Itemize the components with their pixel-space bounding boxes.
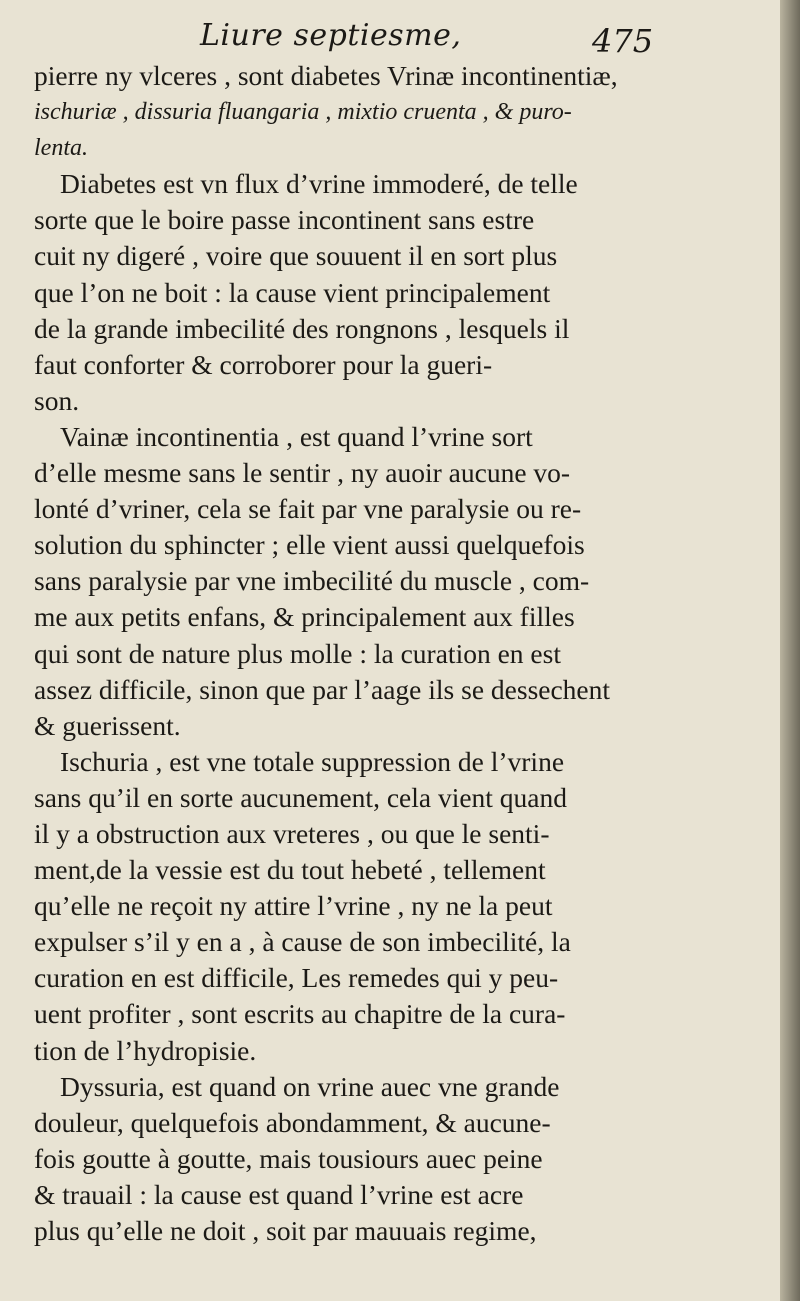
text-line: cuit ny digeré , voire que souuent il en sort plus: [34, 240, 558, 272]
text-line: curation en est difficile, Les remedes qui y peu-: [34, 962, 559, 994]
text-line: sorte que le boire passe incontinent sans estre: [34, 204, 535, 236]
text-line: Vainæ incontinentia , est quand l’vrine sort: [60, 420, 533, 452]
text-line: faut conforter & corroborer pour la gueri-: [34, 348, 493, 380]
text-line: fois goutte à goutte, mais tousiours auec peine: [34, 1142, 543, 1174]
text-line: qu’elle ne reçoit ny attire l’vrine , ny ne la peut: [34, 890, 553, 922]
text-line: Diabetes est vn flux d’vrine immoderé, de telle: [60, 168, 578, 200]
running-head: Liure septiesme,: [200, 18, 462, 53]
text-line: Dyssuria, est quand on vrine auec vne grande: [60, 1070, 560, 1102]
text-line: ischuriæ , dissuria fluangaria , mixtio cruenta , & puro-: [34, 99, 572, 126]
body-text: [34, 58, 740, 1249]
text-line: solution du sphincter ; elle vient aussi quelquefois: [34, 529, 585, 561]
text-line: lonté d’vriner, cela se fait par vne paralysie ou re-: [34, 493, 582, 525]
text-line: me aux petits enfans, & principalement aux filles: [34, 601, 575, 633]
text-line: tion de l’hydropisie.: [34, 1034, 257, 1066]
text-line: plus qu’elle ne doit , soit par mauuais regime,: [34, 1215, 537, 1246]
text-line: lenta.: [34, 135, 88, 162]
text-line: ment,de la vessie est du tout hebeté , tellement: [34, 854, 546, 886]
text-line: sans qu’il en sorte aucunement, cela vient quand: [34, 781, 568, 813]
text-line: Ischuria , est vne totale suppression de l’vrine: [60, 745, 565, 777]
text-line: uent profiter , sont escrits au chapitre de la cura-: [34, 998, 566, 1030]
page-number: 475: [592, 22, 654, 60]
text-line: & guerissent.: [34, 709, 181, 741]
text-line: de la grande imbecilité des rongnons , lesquels il: [34, 312, 570, 344]
text-line: assez difficile, sinon que par l’aage ils se dessechent: [34, 673, 611, 705]
text-line: douleur, quelquefois abondamment, & aucune-: [34, 1106, 551, 1138]
text-line: qui sont de nature plus molle : la curation en est: [34, 637, 561, 669]
text-line: & trauail : la cause est quand l’vrine est acre: [34, 1178, 524, 1210]
text-line: il y a obstruction aux vreteres , ou que le senti-: [34, 817, 550, 849]
text-line: expulser s’il y en a , à cause de son imbecilité, la: [34, 926, 571, 958]
text-line: pierre ny vlceres , sont diabetes Vrinæ incontinentiæ,: [34, 60, 618, 91]
text-line: d’elle mesme sans le sentir , ny auoir aucune vo-: [34, 457, 571, 489]
text-line: sans paralysie par vne imbecilité du muscle , com-: [34, 565, 590, 597]
text-line: que l’on ne boit : la cause vient principalement: [34, 276, 551, 308]
text-line: son.: [34, 384, 80, 416]
